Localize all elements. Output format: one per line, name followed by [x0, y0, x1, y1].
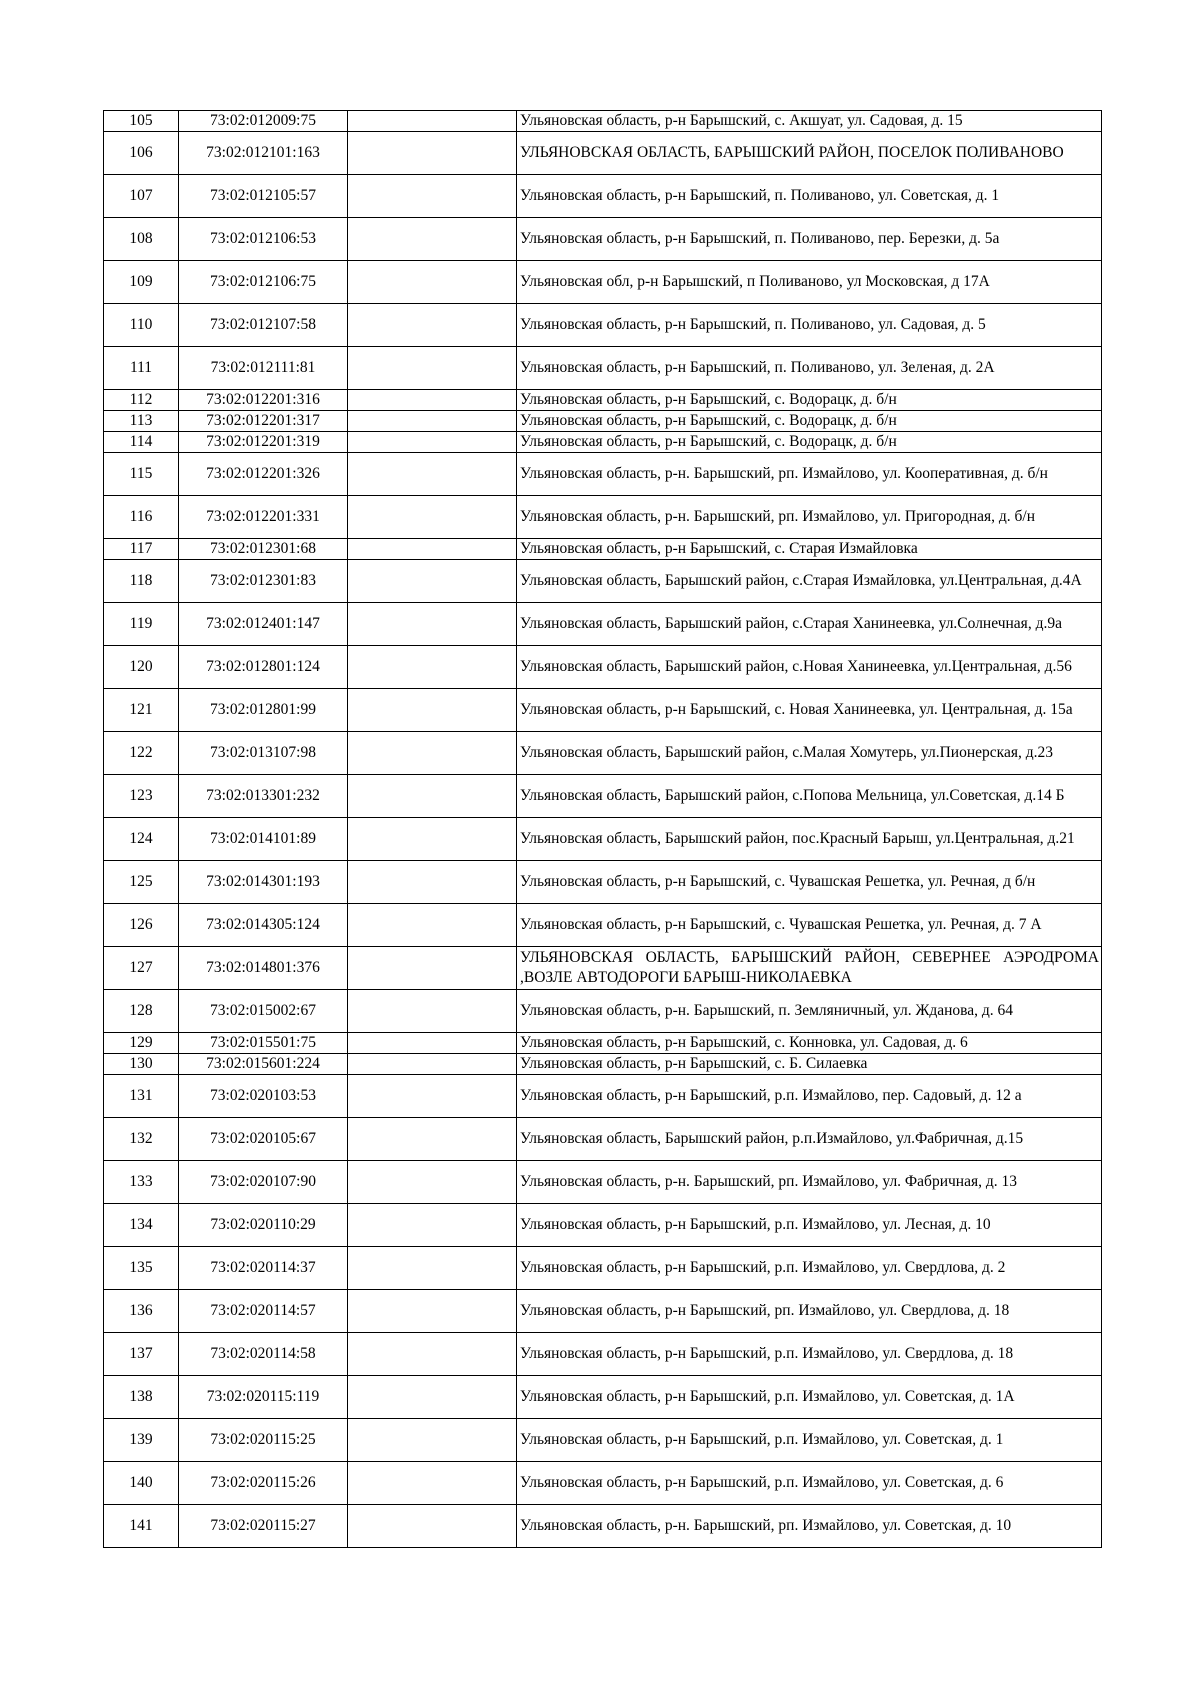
row-number-cell: 126 — [104, 904, 179, 947]
row-number-cell: 123 — [104, 775, 179, 818]
table-row — [104, 1075, 1102, 1118]
address-cell: УЛЬЯНОВСКАЯ ОБЛАСТЬ, БАРЫШСКИЙ РАЙОН, ПОСЕЛОК ПОЛИВАНОВО — [517, 132, 1102, 175]
table-row — [104, 1033, 1102, 1054]
row-number-cell: 132 — [104, 1118, 179, 1161]
table-row — [104, 1333, 1102, 1376]
table-row — [104, 1118, 1102, 1161]
cadastral-number-cell: 73:02:012009:75 — [179, 111, 348, 132]
row-number-cell: 115 — [104, 453, 179, 496]
table-row — [104, 175, 1102, 218]
table-row — [104, 1204, 1102, 1247]
empty-cell — [348, 175, 517, 218]
address-cell: Ульяновская область, р-н. Барышский, рп. Измайлово, ул. Фабричная, д. 13 — [517, 1161, 1102, 1204]
address-cell: Ульяновская область, Барышский район, с.Малая Хомутерь, ул.Пионерская, д.23 — [517, 732, 1102, 775]
address-cell: Ульяновская область, р-н Барышский, с. Чувашская Решетка, ул. Речная, д. 7 А — [517, 904, 1102, 947]
row-number-cell: 114 — [104, 432, 179, 453]
empty-cell — [348, 990, 517, 1033]
address-cell: Ульяновская область, р-н. Барышский, рп. Измайлово, ул. Советская, д. 10 — [517, 1505, 1102, 1548]
address-cell: Ульяновская область, р-н Барышский, р.п. Измайлово, ул. Советская, д. 1 — [517, 1419, 1102, 1462]
row-number-cell: 125 — [104, 861, 179, 904]
address-cell: Ульяновская область, р-н Барышский, р.п. Измайлово, ул. Лесная, д. 10 — [517, 1204, 1102, 1247]
address-cell: Ульяновская область, р-н Барышский, с. Старая Измайловка — [517, 539, 1102, 560]
row-number-cell: 110 — [104, 304, 179, 347]
table-row — [104, 689, 1102, 732]
table-row — [104, 432, 1102, 453]
address-cell: Ульяновская область, р-н. Барышский, рп. Измайлово, ул. Пригородная, д. б/н — [517, 496, 1102, 539]
empty-cell — [348, 646, 517, 689]
cadastral-number-cell: 73:02:020110:29 — [179, 1204, 348, 1247]
cadastral-number-cell: 73:02:013107:98 — [179, 732, 348, 775]
table-row — [104, 496, 1102, 539]
address-cell: Ульяновская обл, р-н Барышский, п Поливаново, ул Московская, д 17А — [517, 261, 1102, 304]
address-cell: Ульяновская область, Барышский район, с.Новая Ханинеевка, ул.Центральная, д.56 — [517, 646, 1102, 689]
cadastral-number-cell: 73:02:015601:224 — [179, 1054, 348, 1075]
cadastral-number-cell: 73:02:014801:376 — [179, 947, 348, 990]
row-number-cell: 111 — [104, 347, 179, 390]
empty-cell — [348, 411, 517, 432]
cadastral-number-cell: 73:02:012106:75 — [179, 261, 348, 304]
row-number-cell: 131 — [104, 1075, 179, 1118]
row-number-cell: 136 — [104, 1290, 179, 1333]
cadastral-number-cell: 73:02:020103:53 — [179, 1075, 348, 1118]
row-number-cell: 119 — [104, 603, 179, 646]
table-row — [104, 861, 1102, 904]
row-number-cell: 122 — [104, 732, 179, 775]
address-cell: Ульяновская область, р-н Барышский, с. Водорацк, д. б/н — [517, 432, 1102, 453]
table-row — [104, 603, 1102, 646]
empty-cell — [348, 1462, 517, 1505]
cadastral-number-cell: 73:02:014305:124 — [179, 904, 348, 947]
empty-cell — [348, 1505, 517, 1548]
table-row — [104, 1376, 1102, 1419]
table-row — [104, 904, 1102, 947]
cadastral-number-cell: 73:02:012111:81 — [179, 347, 348, 390]
cadastral-number-cell: 73:02:012801:124 — [179, 646, 348, 689]
cadastral-number-cell: 73:02:015002:67 — [179, 990, 348, 1033]
row-number-cell: 135 — [104, 1247, 179, 1290]
cadastral-number-cell: 73:02:020114:58 — [179, 1333, 348, 1376]
row-number-cell: 113 — [104, 411, 179, 432]
cadastral-number-cell: 73:02:012801:99 — [179, 689, 348, 732]
address-cell: Ульяновская область, р-н Барышский, п. Поливаново, ул. Садовая, д. 5 — [517, 304, 1102, 347]
address-cell: Ульяновская область, р-н Барышский, р.п. Измайлово, ул. Советская, д. 6 — [517, 1462, 1102, 1505]
address-cell: Ульяновская область, р-н Барышский, п. Поливаново, ул. Зеленая, д. 2А — [517, 347, 1102, 390]
cadastral-number-cell: 73:02:012201:331 — [179, 496, 348, 539]
property-table-body — [104, 111, 1102, 1548]
address-cell: Ульяновская область, р-н Барышский, п. Поливаново, пер. Березки, д. 5а — [517, 218, 1102, 261]
row-number-cell: 139 — [104, 1419, 179, 1462]
row-number-cell: 118 — [104, 560, 179, 603]
cadastral-number-cell: 73:02:014101:89 — [179, 818, 348, 861]
address-cell: Ульяновская область, Барышский район, р.п.Измайлово, ул.Фабричная, д.15 — [517, 1118, 1102, 1161]
address-cell: Ульяновская область, р-н Барышский, р.п. Измайлово, ул. Свердлова, д. 18 — [517, 1333, 1102, 1376]
row-number-cell: 121 — [104, 689, 179, 732]
table-row — [104, 732, 1102, 775]
table-row — [104, 990, 1102, 1033]
empty-cell — [348, 947, 517, 990]
empty-cell — [348, 861, 517, 904]
table-row — [104, 560, 1102, 603]
row-number-cell: 112 — [104, 390, 179, 411]
empty-cell — [348, 732, 517, 775]
table-row — [104, 646, 1102, 689]
cadastral-number-cell: 73:02:020114:57 — [179, 1290, 348, 1333]
row-number-cell: 109 — [104, 261, 179, 304]
row-number-cell: 129 — [104, 1033, 179, 1054]
row-number-cell: 130 — [104, 1054, 179, 1075]
cadastral-number-cell: 73:02:014301:193 — [179, 861, 348, 904]
row-number-cell: 120 — [104, 646, 179, 689]
row-number-cell: 138 — [104, 1376, 179, 1419]
empty-cell — [348, 1333, 517, 1376]
cadastral-number-cell: 73:02:012301:83 — [179, 560, 348, 603]
row-number-cell: 105 — [104, 111, 179, 132]
row-number-cell: 107 — [104, 175, 179, 218]
address-cell: Ульяновская область, Барышский район, с.Старая Ханинеевка, ул.Солнечная, д.9а — [517, 603, 1102, 646]
cadastral-number-cell: 73:02:012201:316 — [179, 390, 348, 411]
table-row — [104, 1054, 1102, 1075]
table-row — [104, 1247, 1102, 1290]
empty-cell — [348, 1376, 517, 1419]
cadastral-number-cell: 73:02:020115:27 — [179, 1505, 348, 1548]
address-cell: Ульяновская область, Барышский район, с.Попова Мельница, ул.Советская, д.14 Б — [517, 775, 1102, 818]
table-row — [104, 1161, 1102, 1204]
address-cell: Ульяновская область, р-н Барышский, с. Водорацк, д. б/н — [517, 390, 1102, 411]
empty-cell — [348, 689, 517, 732]
address-cell: Ульяновская область, р-н Барышский, р.п. Измайлово, ул. Советская, д. 1А — [517, 1376, 1102, 1419]
cadastral-number-cell: 73:02:020115:119 — [179, 1376, 348, 1419]
cadastral-number-cell: 73:02:012201:317 — [179, 411, 348, 432]
empty-cell — [348, 1075, 517, 1118]
table-row — [104, 111, 1102, 132]
empty-cell — [348, 1054, 517, 1075]
empty-cell — [348, 775, 517, 818]
cadastral-number-cell: 73:02:012107:58 — [179, 304, 348, 347]
cadastral-number-cell: 73:02:015501:75 — [179, 1033, 348, 1054]
cadastral-number-cell: 73:02:012201:326 — [179, 453, 348, 496]
address-cell: Ульяновская область, р-н Барышский, с. Конновка, ул. Садовая, д. 6 — [517, 1033, 1102, 1054]
table-row — [104, 1462, 1102, 1505]
address-cell: Ульяновская область, Барышский район, пос.Красный Барыш, ул.Центральная, д.21 — [517, 818, 1102, 861]
address-cell: Ульяновская область, р-н Барышский, с. Чувашская Решетка, ул. Речная, д б/н — [517, 861, 1102, 904]
empty-cell — [348, 432, 517, 453]
address-cell: Ульяновская область, р-н Барышский, р.п. Измайлово, пер. Садовый, д. 12 а — [517, 1075, 1102, 1118]
cadastral-number-cell: 73:02:012401:147 — [179, 603, 348, 646]
cadastral-number-cell: 73:02:020115:26 — [179, 1462, 348, 1505]
row-number-cell: 108 — [104, 218, 179, 261]
row-number-cell: 128 — [104, 990, 179, 1033]
empty-cell — [348, 304, 517, 347]
cadastral-number-cell: 73:02:012201:319 — [179, 432, 348, 453]
empty-cell — [348, 560, 517, 603]
empty-cell — [348, 496, 517, 539]
table-row — [104, 218, 1102, 261]
address-cell: Ульяновская область, Барышский район, с.Старая Измайловка, ул.Центральная, д.4А — [517, 560, 1102, 603]
table-row — [104, 947, 1102, 990]
empty-cell — [348, 111, 517, 132]
cadastral-number-cell: 73:02:020105:67 — [179, 1118, 348, 1161]
property-table — [103, 110, 1102, 1548]
empty-cell — [348, 261, 517, 304]
row-number-cell: 137 — [104, 1333, 179, 1376]
address-cell: Ульяновская область, р-н. Барышский, рп. Измайлово, ул. Кооперативная, д. б/н — [517, 453, 1102, 496]
empty-cell — [348, 453, 517, 496]
address-cell: Ульяновская область, р-н. Барышский, п. Земляничный, ул. Жданова, д. 64 — [517, 990, 1102, 1033]
table-row — [104, 453, 1102, 496]
table-row — [104, 1419, 1102, 1462]
table-row — [104, 539, 1102, 560]
row-number-cell: 117 — [104, 539, 179, 560]
cadastral-number-cell: 73:02:013301:232 — [179, 775, 348, 818]
address-cell: Ульяновская область, р-н Барышский, рп. Измайлово, ул. Свердлова, д. 18 — [517, 1290, 1102, 1333]
row-number-cell: 106 — [104, 132, 179, 175]
empty-cell — [348, 1204, 517, 1247]
row-number-cell: 134 — [104, 1204, 179, 1247]
table-row — [104, 390, 1102, 411]
address-cell: Ульяновская область, р-н Барышский, с. Акшуат, ул. Садовая, д. 15 — [517, 111, 1102, 132]
address-cell: Ульяновская область, р-н Барышский, п. Поливаново, ул. Советская, д. 1 — [517, 175, 1102, 218]
row-number-cell: 124 — [104, 818, 179, 861]
table-row — [104, 775, 1102, 818]
cadastral-number-cell: 73:02:012301:68 — [179, 539, 348, 560]
table-row — [104, 818, 1102, 861]
empty-cell — [348, 1033, 517, 1054]
empty-cell — [348, 132, 517, 175]
cadastral-number-cell: 73:02:020115:25 — [179, 1419, 348, 1462]
empty-cell — [348, 603, 517, 646]
empty-cell — [348, 1290, 517, 1333]
address-cell: Ульяновская область, р-н Барышский, с. Водорацк, д. б/н — [517, 411, 1102, 432]
address-cell: УЛЬЯНОВСКАЯ ОБЛАСТЬ, БАРЫШСКИЙ РАЙОН, СЕВЕРНЕЕ АЭРОДРОМА ,ВОЗЛЕ АВТОДОРОГИ БАРЫШ-НИКОЛАЕВКА — [517, 947, 1102, 990]
row-number-cell: 140 — [104, 1462, 179, 1505]
cadastral-number-cell: 73:02:012105:57 — [179, 175, 348, 218]
table-row — [104, 411, 1102, 432]
empty-cell — [348, 347, 517, 390]
address-cell: Ульяновская область, р-н Барышский, р.п. Измайлово, ул. Свердлова, д. 2 — [517, 1247, 1102, 1290]
table-row — [104, 261, 1102, 304]
empty-cell — [348, 218, 517, 261]
empty-cell — [348, 539, 517, 560]
row-number-cell: 133 — [104, 1161, 179, 1204]
empty-cell — [348, 818, 517, 861]
table-row — [104, 132, 1102, 175]
table-row — [104, 347, 1102, 390]
table-row — [104, 1505, 1102, 1548]
empty-cell — [348, 390, 517, 411]
address-cell: Ульяновская область, р-н Барышский, с. Б. Силаевка — [517, 1054, 1102, 1075]
cadastral-number-cell: 73:02:020107:90 — [179, 1161, 348, 1204]
row-number-cell: 141 — [104, 1505, 179, 1548]
empty-cell — [348, 1247, 517, 1290]
row-number-cell: 127 — [104, 947, 179, 990]
empty-cell — [348, 904, 517, 947]
empty-cell — [348, 1161, 517, 1204]
empty-cell — [348, 1118, 517, 1161]
empty-cell — [348, 1419, 517, 1462]
cadastral-number-cell: 73:02:012101:163 — [179, 132, 348, 175]
table-row — [104, 304, 1102, 347]
row-number-cell: 116 — [104, 496, 179, 539]
table-row — [104, 1290, 1102, 1333]
cadastral-number-cell: 73:02:012106:53 — [179, 218, 348, 261]
address-cell: Ульяновская область, р-н Барышский, с. Новая Ханинеевка, ул. Центральная, д. 15а — [517, 689, 1102, 732]
cadastral-number-cell: 73:02:020114:37 — [179, 1247, 348, 1290]
